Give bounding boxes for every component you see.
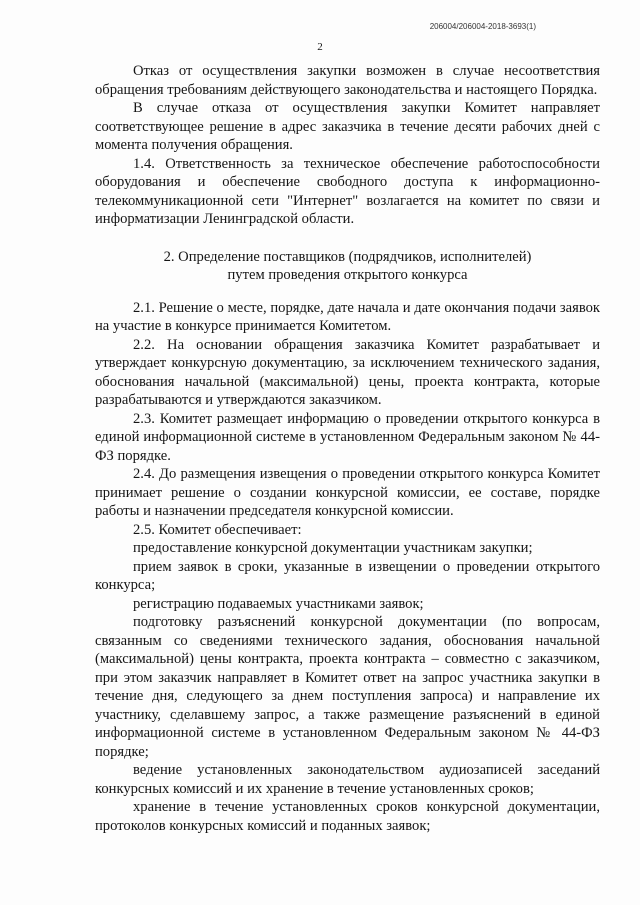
list-item: хранение в течение установленных сроков конкурсной документации, протоколов конкурсных комиссий и поданных заявок; xyxy=(95,799,600,834)
paragraph: 2.1. Решение о месте, порядке, дате начала и дате окончания подачи заявок на участие в конкурсе принимается Комитетом. xyxy=(95,299,600,334)
paragraph: 2.4. До размещения извещения о проведении открытого конкурса Комитет принимает решение о создании конкурсной комиссии, ее составе, порядке работы и назначении председателя конкурсной комиссии. xyxy=(95,466,600,519)
paragraph: 2.3. Комитет размещает информацию о проведении открытого конкурса в единой информационной системе в установленном Федеральным законом № 44-ФЗ порядке. xyxy=(95,410,600,464)
document-id: 206004/206004-2018-3693(1) xyxy=(429,22,536,31)
document-body xyxy=(95,62,600,835)
paragraph: Отказ от осуществления закупки возможен в случае несоответствия обращения требованиям действующего законодательства и настоящего Порядка. xyxy=(95,63,600,98)
list-item: подготовку разъяснений конкурсной документации (по вопросам, связанным со сведениями технического задания, обоснования начальной (максимальной) цены контракта, проекта контракта – совместно с заказчиком, при этом заказчик направляет в Комитет ответ на запрос участника закупки в течение дня, следующего за днем поступления запроса) и направление их участнику, сделавшему запрос, а также размещение разъяснений в единой информационной системе в установленном Федеральным законом № 44-ФЗ порядке; xyxy=(95,614,600,760)
list-item: ведение установленных законодательством аудиозаписей заседаний конкурсных комиссий и их хранение в течение установленных сроков; xyxy=(95,762,600,797)
paragraph: 2.5. Комитет обеспечивает: xyxy=(133,521,302,538)
paragraph: В случае отказа от осуществления закупки Комитет направляет соответствующее решение в адрес заказчика в течение десяти рабочих дней с момента получения обращения. xyxy=(95,100,600,153)
paragraph: 1.4. Ответственность за техническое обеспечение работоспособности оборудования и обеспечение свободного доступа к информационно-телекоммуникационной сети "Интернет" возлагается на комитет по связи и информатизации Ленинградской области. xyxy=(95,155,600,227)
section-heading-line: путем проведения открытого конкурса xyxy=(227,267,468,283)
list-item: прием заявок в сроки, указанные в извещении о проведении открытого конкурса; xyxy=(95,558,600,593)
list-item: регистрацию подаваемых участниками заявок; xyxy=(133,595,424,612)
page-number: 2 xyxy=(317,41,323,53)
section-heading-line: 2. Определение поставщиков (подрядчиков, исполнителей) xyxy=(163,248,532,265)
list-item: предоставление конкурсной документации участникам закупки; xyxy=(133,540,533,556)
paragraph: 2.2. На основании обращения заказчика Комитет разрабатывает и утверждает конкурсную документацию, за исключением технического задания, обоснования начальной (максимальной) цены, проекта контракта, которые разрабатываются и утверждаются заказчиком. xyxy=(95,336,600,408)
